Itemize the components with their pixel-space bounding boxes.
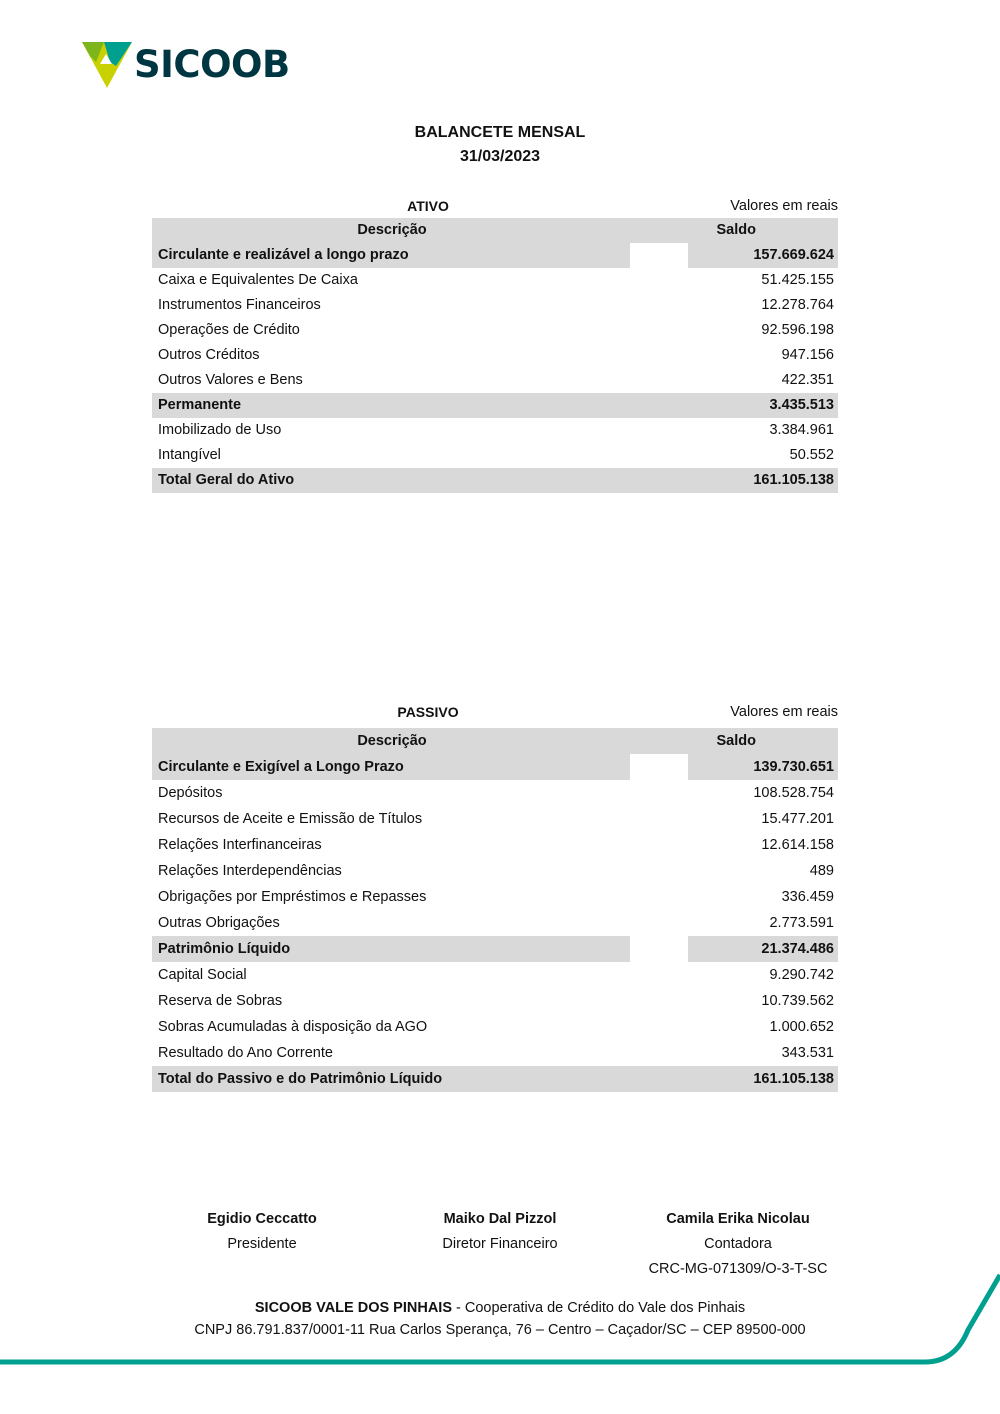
signer-name: Maiko Dal Pizzol xyxy=(443,1211,557,1227)
ativo-table xyxy=(152,194,838,493)
total-row: Total Geral do Ativo 161.105.138 xyxy=(152,468,838,493)
signer-role: Contadora xyxy=(704,1236,772,1252)
table-row: Relações Interfinanceiras 12.614.158 xyxy=(158,837,834,853)
col-saldo: Saldo xyxy=(716,733,756,749)
document-title xyxy=(0,121,1000,169)
table-row: Reserva de Sobras 10.739.562 xyxy=(158,993,834,1009)
col-saldo: Saldo xyxy=(716,222,756,238)
col-descricao: Descrição xyxy=(357,222,427,238)
table-row: Sobras Acumuladas à disposição da AGO 1.000.652 xyxy=(158,1019,834,1035)
table-row: Outras Obrigações 2.773.591 xyxy=(158,915,834,931)
table-row: Relações Interdependências 489 xyxy=(158,863,834,879)
ativo-caption-row xyxy=(152,194,838,218)
signer-name: Egidio Ceccatto xyxy=(207,1211,317,1227)
table-row: Caixa e Equivalentes De Caixa 51.425.155 xyxy=(158,272,834,288)
table-row: Circulante e Exigível a Longo Prazo 139.730.651 xyxy=(152,754,838,780)
table-row: Imobilizado de Uso 3.384.961 xyxy=(158,422,834,438)
table-row: Recursos de Aceite e Emissão de Títulos 15.477.201 xyxy=(158,811,834,827)
signer-role: Presidente xyxy=(227,1236,297,1252)
passivo-header-row xyxy=(152,728,838,754)
passivo-caption-row xyxy=(152,700,838,724)
table-row: Outros Créditos 947.156 xyxy=(158,347,834,363)
table-row: Operações de Crédito 92.596.198 xyxy=(158,322,834,338)
footer-swoosh-decoration xyxy=(0,1270,1000,1370)
table-row: Depósitos 108.528.754 xyxy=(158,785,834,801)
signer-name: Camila Erika Nicolau xyxy=(666,1211,810,1227)
footer-org: SICOOB VALE DOS PINHAIS xyxy=(254,1300,452,1316)
table-row: Obrigações por Empréstimos e Repasses 336.459 xyxy=(158,889,834,905)
table-row: Resultado do Ano Corrente 343.531 xyxy=(158,1045,834,1061)
table-row: Intangível 50.552 xyxy=(158,447,834,463)
signature-president xyxy=(142,1207,382,1257)
sicoob-logo xyxy=(82,42,290,88)
total-row: Total do Passivo e do Patrimônio Líquido 161.105.138 xyxy=(152,1066,838,1092)
passivo-table xyxy=(152,700,838,1092)
col-descricao: Descrição xyxy=(357,733,427,749)
report-date: 31/03/2023 xyxy=(459,148,541,165)
table-row: Instrumentos Financeiros 12.278.764 xyxy=(158,297,834,313)
table-row: Permanente 3.435.513 xyxy=(152,393,838,418)
footer-org-desc: - Cooperativa de Crédito do Vale dos Pinhais xyxy=(452,1300,746,1316)
passivo-units: Valores em reais xyxy=(730,704,838,720)
table-row: Outros Valores e Bens 422.351 xyxy=(158,372,834,388)
footer-address: CNPJ 86.791.837/0001-11 Rua Carlos Sperança, 76 – Centro – Caçador/SC – CEP 89500-000 xyxy=(194,1322,806,1338)
table-row: Patrimônio Líquido 21.374.486 xyxy=(152,936,838,962)
ativo-units: Valores em reais xyxy=(730,198,838,214)
table-row: Circulante e realizável a longo prazo 157.669.624 xyxy=(152,243,838,268)
sicoob-logo-icon xyxy=(82,42,132,88)
signer-role: Diretor Financeiro xyxy=(442,1236,558,1252)
ativo-header-row xyxy=(152,218,838,243)
signature-director xyxy=(380,1207,620,1257)
passivo-caption: PASSIVO xyxy=(397,704,459,720)
logo-wordmark: SICOOB xyxy=(134,43,290,86)
ativo-caption: ATIVO xyxy=(407,198,449,214)
signer-registration: CRC-MG-071309/O-3-T-SC xyxy=(648,1261,828,1277)
table-row: Capital Social 9.290.742 xyxy=(158,967,834,983)
report-title: BALANCETE MENSAL xyxy=(414,124,586,141)
